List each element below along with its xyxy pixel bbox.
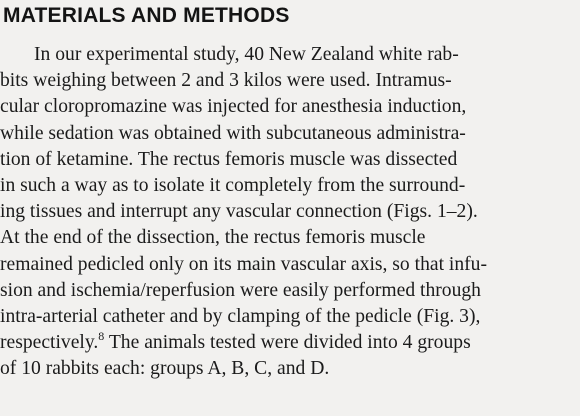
paragraph-line: At the end of the dissection, the rectus femoris muscle <box>0 227 426 249</box>
paragraph-line: intra-arterial catheter and by clamping of the pedicle (Fig. 3), <box>0 305 481 327</box>
section-heading: MATERIALS AND METHODS <box>3 4 290 27</box>
paragraph-line: while sedation was obtained with subcutaneous administra- <box>0 122 466 144</box>
paragraph-line: in such a way as to isolate it completely from the surround- <box>0 174 466 196</box>
paragraph-line: remained pedicled only on its main vascular axis, so that infu- <box>0 253 487 275</box>
body-paragraph <box>0 42 580 382</box>
paragraph-line: cular cloropromazine was injected for anesthesia induction, <box>0 96 467 118</box>
reference-superscript: 8 <box>98 329 105 344</box>
paragraph-line: bits weighing between 2 and 3 kilos were used. Intramus- <box>0 70 452 92</box>
paragraph-line: sion and ischemia/reperfusion were easily performed through <box>0 279 481 301</box>
paragraph-line: of 10 rabbits each: groups A, B, C, and D. <box>0 358 330 380</box>
paragraph-line <box>0 330 580 356</box>
line-text: respectively. <box>0 332 99 354</box>
paragraph-line: In our experimental study, 40 New Zealand white rab- <box>34 44 459 65</box>
line-text: The animals tested were divided into 4 groups <box>104 332 471 354</box>
paragraph-line: ing tissues and interrupt any vascular connection (Figs. 1–2). <box>0 201 478 223</box>
paragraph-line: tion of ketamine. The rectus femoris muscle was dissected <box>0 148 458 170</box>
